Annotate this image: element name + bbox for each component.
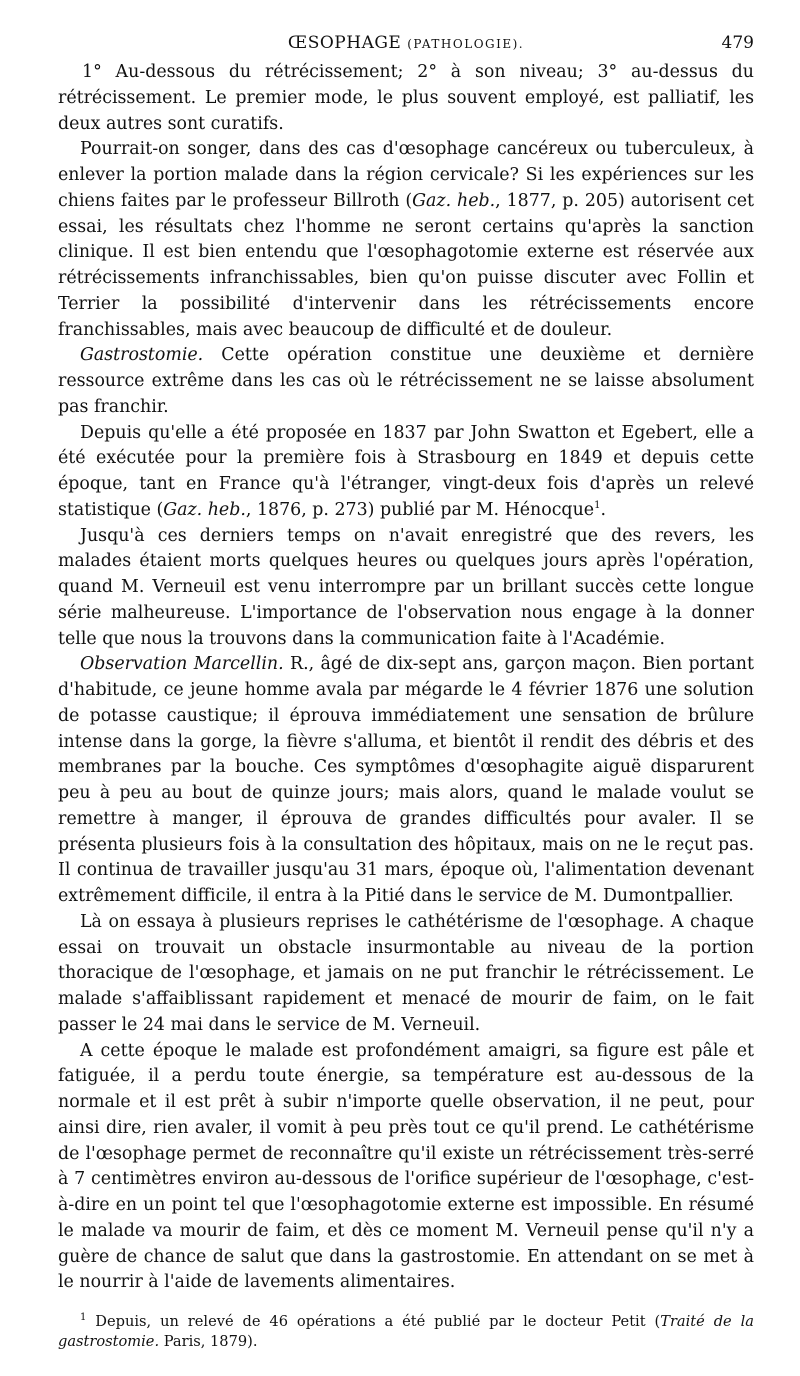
main-text [58,60,754,1296]
citation-gaz-heb-1877: Gaz. heb. [412,190,496,211]
paragraph-2-part-b: , 1877, p. 205) autorisent cet essai, les résultats chez l'homme ne seront certains qu'après la sanction clinique. Il est bien entendu que l'œsophagotomie externe est réservée aux rétrécissements infranchissables, bien qu'on puisse discuter avec Follin et Terrier la possibilité d'intervenir dans les rétrécissements encore franchissables, mais avec beaucoup de difficulté et de douleur. [58,190,754,340]
footnote-text-b: Paris, 1879). [159,1333,258,1350]
page-number: 479 [721,33,754,53]
footnote-marker: 1 [80,1312,87,1324]
paragraph-4-part-a: Depuis qu'elle a été proposée en 1837 par John Swatton et Egebert, elle a été exécutée pour la première fois à Strasbourg en 1849 et depuis cette époque, tant en France qu'à l'étranger, vingt-deux fois d'après un relevé statistique ( [58,422,754,520]
running-title [58,30,754,57]
paragraph-8: A cette époque le malade est profondément amaigri, sa figure est pâle et fatiguée, il a perdu toute énergie, sa température est au-dessous de la normale et il est prêt à subir n'importe quelle observation, il ne peut, pour ainsi dire, rien avaler, il vomit à peu près tout ce qu'il prend. Le cathétérisme de l'œsophage permet de reconnaître qu'il existe un rétrécissement très-serré à 7 centimètres environ au-dessous de l'orifice supérieur de l'œsophage, c'est-à-dire en un point tel que l'œsophagotomie externe est impossible. En résumé le malade va mourir de faim, et dès ce moment M. Verneuil pense qu'il n'y a guère de chance de salut que dans la gastrostomie. En attendant on se met à le nourrir à l'aide de lavements alimentaires. [58,1040,754,1293]
paragraph-4-part-b: , 1876, p. 273) publié par M. Hénocque [245,499,595,520]
section-heading-gastrostomie: Gastrostomie. [80,345,204,366]
running-head [58,30,754,56]
paragraph-3-text: Cette opération constitue une deuxième et dernière ressource extrême dans les cas où le rétrécissement ne se laisse absolument pas franchir. [58,345,754,417]
paragraph-4 [58,421,754,524]
book-page [58,30,754,1352]
paragraph-7: Là on essaya à plusieurs reprises le cathétérisme de l'œsophage. A chaque essai on trouvait un obstacle insurmontable au niveau de la portion thoracique de l'œsophage, et jamais on ne put franchir le rétrécissement. Le malade s'affaiblissant rapidement et menacé de mourir de faim, on le fait passer le 24 mai dans le service de M. Verneuil. [58,911,754,1035]
footnote-text-a: Depuis, un relevé de 46 opérations a été publié par le docteur Petit ( [86,1313,661,1330]
paragraph-3 [58,343,754,420]
footnote-reference: 1 [594,499,601,511]
paragraph-5: Jusqu'à ces derniers temps on n'avait enregistré que des revers, les malades étaient morts quelques heures ou quelques jours après l'opération, quand M. Verneuil est venu interrompre par un brillant succès cette longue série malheureuse. L'importance de l'observation nous engage à la donner telle que nous la trouvons dans la communication faite à l'Académie. [58,525,754,649]
paragraph-2-part-a: Pourrait-on songer, dans des cas d'œsophage cancéreux ou tuberculeux, à enlever la portion malade dans la région cervicale? Si les expériences sur les chiens faites par le professeur Billroth ( [58,139,754,211]
paragraph-6-text: R., âgé de dix-sept ans, garçon maçon. Bien portant d'habitude, ce jeune homme avala par mégarde le 4 février 1876 une solution de potasse caustique; il éprouva immédiatement une sensation de brûlure intense dans la gorge, la fièvre s'alluma, et bientôt il rendit des débris et des membranes par la bouche. Ces symptômes d'œsophagite aiguë disparurent peu à peu au bout de quinze jours; mais alors, quand le malade voulut se remettre à manger, il éprouva de grandes difficultés pour avaler. Il se présenta plusieurs fois à la consultation des hôpitaux, mais on ne le reçut pas. Il continua de travailler jusqu'au 31 mars, époque où, l'alimentation devenant extrêmement difficile, il entra à la Pitié dans le service de M. Dumontpallier. [58,654,755,906]
chapter-title: ŒSOPHAGE [287,33,402,53]
paragraph-4-part-c: . [600,499,606,520]
paragraph-1: 1° Au-dessous du rétrécissement; 2° à son niveau; 3° au-dessus du rétrécissement. Le premier mode, le plus souvent employé, est palliatif, les deux autres sont curatifs. [58,62,754,134]
footnote-citation: Traité de la gastrostomie. [58,1313,754,1350]
observation-heading: Observation Marcellin. [80,654,284,675]
paragraph-6 [58,652,754,910]
chapter-subtitle: (PATHOLOGIE). [407,37,525,51]
footnote [58,1312,754,1352]
paragraph-2 [58,137,754,343]
citation-gaz-heb-1876: Gaz. heb. [163,499,246,520]
